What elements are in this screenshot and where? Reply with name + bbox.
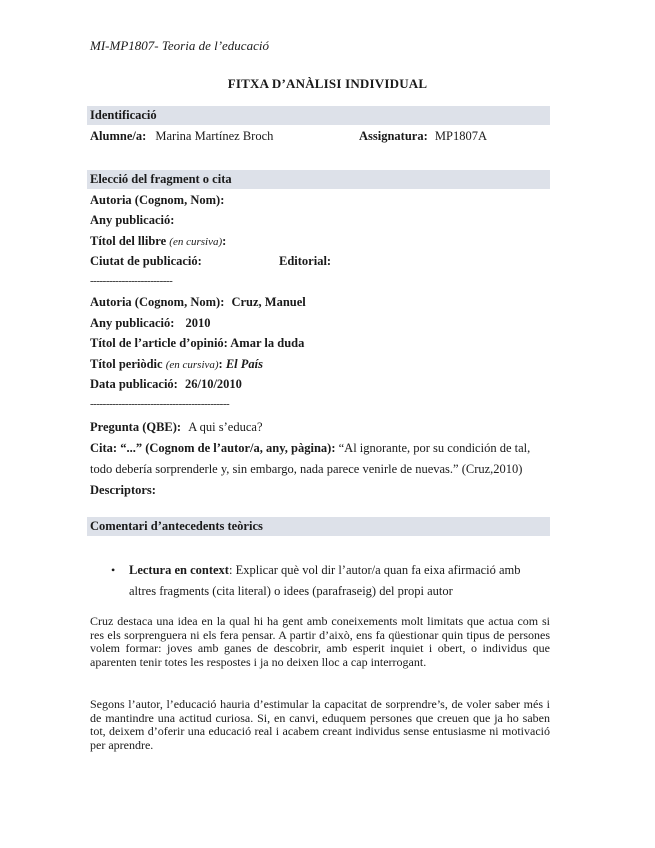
- separator-2: --------------------------------------------: [90, 398, 230, 410]
- document-title: FITXA D’ANÀLISI INDIVIDUAL: [227, 76, 428, 91]
- article-year-value: 2010: [185, 316, 211, 330]
- bullet-bold: Lectura en context: [129, 563, 229, 577]
- book-city-label: Ciutat de publicació:: [90, 254, 202, 268]
- article-title-value: Amar la duda: [230, 336, 305, 350]
- article-author-value: Cruz, Manuel: [231, 295, 306, 309]
- date-label: Data publicació:: [90, 377, 178, 391]
- cita-row: [90, 441, 530, 456]
- cita-label: Cita: “...” (Cognom de l’autor/a, any, pàgina):: [90, 441, 336, 455]
- book-title-label: Títol del llibre: [90, 234, 167, 248]
- student-row: [90, 129, 273, 144]
- periodic-colon: :: [218, 357, 223, 371]
- date-value: 26/10/2010: [184, 377, 242, 391]
- question-row: [90, 420, 263, 435]
- bullet-icon: •: [111, 563, 116, 577]
- question-value: A qui s’educa?: [188, 420, 263, 434]
- book-author-label: Autoria (Cognom, Nom):: [90, 193, 225, 207]
- identificacio-heading: Identificació: [90, 108, 157, 122]
- article-year-label: Any publicació:: [90, 316, 175, 330]
- article-year-row: [90, 316, 211, 331]
- book-year-label: Any publicació:: [90, 213, 175, 227]
- paragraph-2: Segons l’autor, l’educació hauria d’estimular la capacitat de sorprendre’s, de voler saber més i de mantindre una actitud curiosa. Si, en canvi, eduquem persones que creuen que ja ho saben tot, deixem d’oferir una educació real i acabem creant individus sense entusiasme ni motivació per aprendre.: [90, 697, 550, 752]
- question-label: Pregunta (QBE):: [90, 420, 182, 434]
- comentari-band: [87, 517, 550, 536]
- comentari-heading: Comentari d’antecedents teòrics: [90, 519, 263, 533]
- periodic-hint: (en cursiva): [165, 359, 219, 371]
- student-label: Alumne/a:: [90, 129, 147, 143]
- periodic-value: El País: [225, 357, 264, 371]
- book-publisher-label: Editorial:: [279, 254, 332, 268]
- bullet-text1: : Explicar què vol dir l’autor/a quan fa eixa afirmació amb: [228, 563, 521, 577]
- article-title-row: [90, 336, 304, 351]
- article-author-row: [90, 295, 306, 310]
- separator-1: --------------------------: [90, 275, 173, 287]
- book-title-row: [90, 234, 226, 249]
- student-value: Marina Martínez Broch: [155, 129, 274, 143]
- document-header: MI-MP1807- Teoria de l’educació: [90, 38, 269, 53]
- paragraph-1: Cruz destaca una idea en la qual hi ha gent amb coneixements molt limitats que actua com si res els sorprenguera ni els fera pensar. A partir d’això, ens fa qüestionar quin tipus de persones volem formar: joves amb ganes de descobrir, amb esperit inquiet i obert, o individus que aparenten tenir totes les respostes i ja no deixen lloc a cap interrogant.: [90, 614, 550, 669]
- descriptors-label: Descriptors:: [90, 483, 156, 497]
- date-row: [90, 377, 242, 392]
- cita-line2: todo debería sorprenderle y, sin embargo, nada parece venirle de nuevas.” (Cruz,2010): [90, 462, 523, 476]
- article-author-label: Autoria (Cognom, Nom):: [90, 295, 225, 309]
- book-title-colon: :: [222, 234, 227, 248]
- book-title-hint: (en cursiva): [169, 236, 223, 248]
- periodic-row: [90, 357, 263, 372]
- bullet-line1: [129, 563, 521, 578]
- eleccio-heading: Elecció del fragment o cita: [90, 172, 232, 186]
- subject-row: [359, 129, 487, 144]
- bullet-line2: altres fragments (cita literal) o idees (parafraseig) del propi autor: [129, 584, 453, 598]
- eleccio-band: [87, 170, 550, 189]
- identificacio-band: [87, 106, 550, 125]
- article-title-label: Títol de l’article d’opinió:: [90, 336, 228, 350]
- periodic-label: Títol periòdic: [90, 357, 163, 371]
- cita-line1: “Al ignorante, por su condición de tal,: [338, 441, 531, 455]
- subject-value: MP1807A: [434, 129, 487, 143]
- subject-label: Assignatura:: [359, 129, 428, 143]
